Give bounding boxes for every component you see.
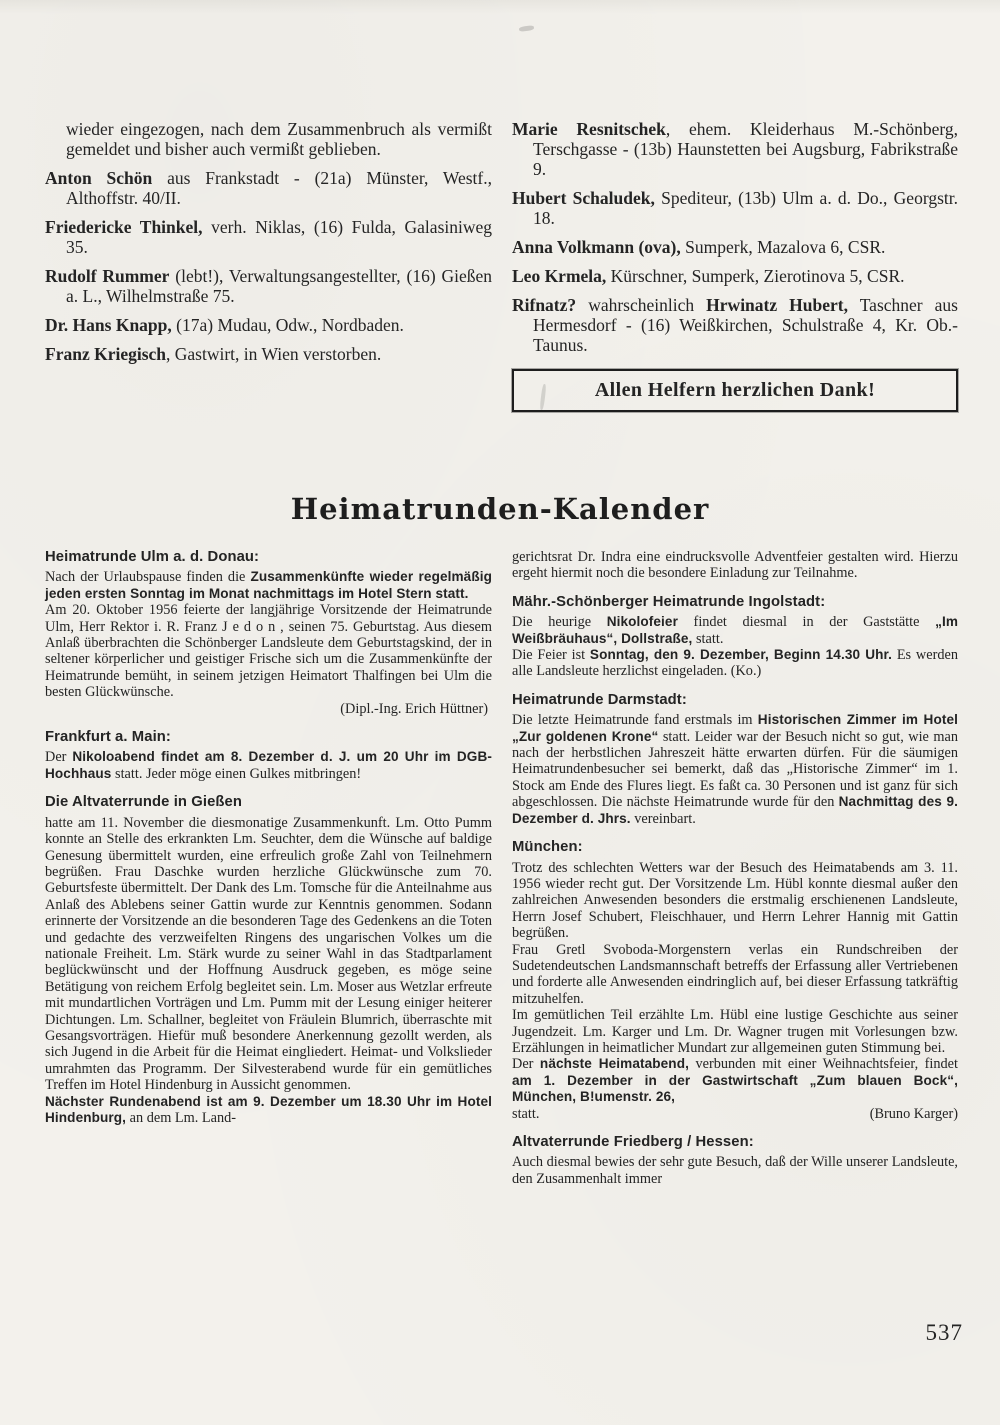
bold-run: „Im Weißbräuhaus“, Dollstraße,	[512, 614, 958, 646]
bold-run: Nikolofeier	[606, 614, 678, 630]
person-entry: Anton Schön aus Frankstadt - (21a) Münster, Westf., Althoffstr. 40/II.	[45, 168, 492, 208]
person-entry: Leo Krmela, Kürschner, Sumperk, Zierotinova 5, CSR.	[512, 266, 905, 286]
paragraph: Am 20. Oktober 1956 feierte der langjährige Vorsitzende der Heimatrunde Ulm, Herr Rektor i. R. Franz J e d o n , seinen 75. Geburtstag. Aus diesem Anlaß überbrachten die Schönberger Landsleute dem Geburtstagskind, der in seltener körperlicher und geistiger Frische sich um die Zusammenkünfte der Heimatrunde bemüht, in seinem jetzigen Heimatort Thalfingen bei Ulm die besten Glückwünsche.	[45, 602, 492, 701]
paragraph: Nächster Rundenabend ist am 9. Dezember um 18.30 Uhr im Hotel Hindenburg, an dem Lm. Land-	[45, 1093, 492, 1126]
bold-run: am 1. Dezember in der Gastwirtschaft „Zum blauen Bock“, München, B!umenstr. 26,	[512, 1072, 958, 1105]
line-left-text: statt.	[512, 1105, 540, 1122]
bold-run: Franz Kriegisch	[45, 344, 167, 364]
thanks-text: Allen Helfern herzlichen Dank!	[594, 379, 876, 401]
bold-run: Nächster Rundenabend ist am 9. Dezember um 18.30 Uhr im Hotel Hindenburg,	[45, 1093, 492, 1125]
bold-run: Friedericke Thinkel,	[45, 217, 203, 237]
paragraph: Frau Gretl Svoboda-Morgenstern verlas ein Rundschreiben der Sudetendeutschen Landsmannschaft betreffs der Erfassung aller Vertriebenen und forderte alle Anwesenden eindringlich auf, bei dieser Erfassung tatkräftig mitzuhelfen.	[512, 941, 958, 1007]
person-entry: Dr. Hans Knapp, (17a) Mudau, Odw., Nordbaden.	[45, 315, 404, 335]
bold-run: Nikoloabend findet am 8. Dezember d. J. um 20 Uhr im DGB-Hochhaus	[45, 749, 492, 781]
paragraph: hatte am 11. November die diesmonatige Zusammenkunft. Lm. Otto Pumm konnte an Stelle des erkrankten Lm. Seuchter, dem die Wünsche auf baldige Genesung übermittelt wurden, eine erfreulich große Zahl von Teilnehmern begrüßen. Frau Daschke wurden herzliche Glückwünsche zum 70. Geburtsfeste übermittelt. Der Dank des Lm. Tomsche für die Anteilnahme aus Anlaß des Ablebens seiner Gattin wurde zur Kenntnis genommen. Sodann erinnerte der Vorsitzende an die besonderen Tage des Gedenkens an die Toten und gedachte des verzweifelten Ringens des ungarischen Volkes um die nationale Freiheit. Lm. Stärk wurde zu seiner Wahl in das Stadtparlament beglückwünscht und der Hoffnung Ausdruck gegeben, es möge seine Betätigung von reichem Erfolg begleitet sein. Lm. Moser aus Wetzlar erfreute mit mundartlichen Vorträgen und Lm. Pumm mit der Lesung einiger heiterer Dichtungen. Lm. Schallner, begleitet von Fräulein Blumrich, überraschte mit Gesangsvorträgen. Hiefür muß besondere Anerkennung gezollt werden, als sich Jugend in die Arbeit für die Heimat eingliedert. Heimat- und Volkslieder umrahmten das Programm. Der Silvesterabend wurde für ein gemütliches Treffen im Hotel Hindenburg in Aussicht genommen.	[45, 814, 492, 1094]
bold-run: Nachmittag des 9. Dezember d. Jhrs.	[512, 794, 958, 826]
person-entry: Franz Kriegisch, Gastwirt, in Wien verstorben.	[45, 344, 382, 364]
bold-run: nächste Heimatabend,	[539, 1056, 689, 1072]
line-right-text: (Bruno Karger)	[869, 1105, 958, 1122]
section-heading: Altvaterrunde Friedberg / Hessen:	[512, 1134, 754, 1150]
bold-run: Zusammenkünfte wieder regelmäßig jeden ersten Sonntag im Monat nachmittags im Hotel Stern statt.	[45, 569, 492, 601]
person-entry: Anna Volkmann (ova), Sumperk, Mazalova 6, CSR.	[512, 237, 886, 257]
bold-run: Anna Volkmann (ova),	[512, 237, 681, 257]
bold-run: Anton Schön	[45, 168, 153, 188]
section-heading: Frankfurt a. Main:	[45, 729, 171, 746]
paragraph: Auch diesmal bewies der sehr gute Besuch, daß der Wille unserer Landsleute, den Zusammenhalt immer	[512, 1154, 958, 1187]
paragraph: Im gemütlichen Teil erzählte Lm. Hübl eine lustige Geschichte aus seiner Jugendzeit. Lm. Karger und Lm. Dr. Wagner trugen mit Vorlesungen bzw. Erzählungen in heimatlicher Mundart zur allgemeinen guten Stimmung bei.	[512, 1007, 958, 1056]
paragraph: Die letzte Heimatrunde fand erstmals im Historischen Zimmer im Hotel „Zur goldenen Krone“ statt. Leider war der Besuch nicht so gut, wie man nach der herbstlichen Jahreszeit hätte erwarten dürfen. Für die säumigen Heimatrundenbesucher sei bemerkt, daß das „Historische Zimmer“ im 1. Stock am Ende des Flures liegt. Es faßt ca. 30 Personen und ist ganz für sich abgeschlossen. Die nächste Heimatrunde wurde für den Nachmittag des 9. Dezember d. Jhrs. vereinbart.	[512, 712, 958, 827]
paragraph: Die Feier ist Sonntag, den 9. Dezember, Beginn 14.30 Uhr. Es werden alle Landsleute herzlichst eingeladen. (Ko.)	[512, 647, 958, 680]
bold-run: Rudolf Rummer	[45, 266, 170, 286]
paragraph: Trotz des schlechten Wetters war der Besuch des Heimatabends am 3. 11. 1956 wieder recht gut. Der Vorsitzende Lm. Hübl konnte diesmal außer den zahlreichen Anwesenden besonders die erstmalig erschienenen Landsleute, Herrn Josef Schubert, Fleischhauer, und Herrn Lehrer Hannig mit Gattin begrüßen.	[512, 859, 958, 942]
section-heading: Heimatrunde Darmstadt:	[512, 691, 687, 708]
bold-run: Hubert Schaludek,	[512, 188, 655, 208]
kalender-left-column	[45, 549, 492, 1126]
bold-run: Leo Krmela,	[512, 266, 607, 286]
paragraph-end-line	[512, 1106, 958, 1122]
paragraph: gerichtsrat Dr. Indra eine eindrucksvolle Adventfeier gestalten wird. Hierzu ergeht hiermit noch die besondere Einladung zur Teilnahme.	[512, 549, 958, 582]
bold-run: Dr. Hans Knapp,	[45, 315, 172, 335]
section-heading: Heimatrunde Ulm a. d. Donau:	[45, 549, 260, 565]
paragraph: Die heurige Nikolofeier findet diesmal in der Gaststätte „Im Weißbräuhaus“, Dollstraße, statt.	[512, 614, 958, 647]
paragraph: Der Nikoloabend findet am 8. Dezember d. J. um 20 Uhr im DGB-Hochhaus statt. Jeder möge einen Gulkes mitbringen!	[45, 749, 492, 782]
entry-list	[512, 119, 958, 355]
bold-run: Hrwinatz Hubert,	[706, 295, 848, 315]
thanks-box	[512, 369, 958, 412]
kalender-title: Heimatrunden-Kalender	[290, 492, 710, 526]
missing-persons-left-column	[45, 119, 492, 373]
bold-run: Marie Resnitschek	[512, 119, 666, 139]
person-entry: Rifnatz? wahrscheinlich Hrwinatz Hubert, Taschner aus Hermesdorf - (16) Weißkirchen, Schulstraße 4, Kr. Ob.-Taunus.	[512, 295, 958, 355]
person-entry: Rudolf Rummer (lebt!), Verwaltungsangestellter, (16) Gießen a. L., Wilhelmstraße 75.	[45, 266, 492, 306]
missing-persons-right-column	[512, 119, 958, 412]
bold-run: Historischen Zimmer im Hotel „Zur goldenen Krone“	[512, 712, 958, 744]
bold-run: Rifnatz?	[512, 295, 577, 315]
section-heading: München:	[512, 839, 583, 856]
person-entry: Friedericke Thinkel, verh. Niklas, (16) Fulda, Galasiniweg 35.	[45, 217, 493, 257]
kalender-right-column	[512, 549, 958, 1187]
page-number: 537	[925, 1320, 963, 1345]
paragraph: Der nächste Heimatabend, verbunden mit einer Weihnachtsfeier, findet am 1. Dezember in der Gastwirtschaft „Zum blauen Bock“, München, B!umenstr. 26,	[512, 1056, 959, 1105]
signature-line: (Dipl.-Ing. Erich Hüttner)	[340, 700, 488, 717]
scan-artifact	[519, 25, 535, 32]
paragraph: Nach der Urlaubspause finden die Zusammenkünfte wieder regelmäßig jeden ersten Sonntag im Monat nachmittags im Hotel Stern statt.	[45, 569, 492, 601]
section-heading: Die Altvaterrunde in Gießen	[45, 794, 243, 811]
bold-run: Sonntag, den 9. Dezember, Beginn 14.30 Uhr.	[589, 647, 893, 663]
person-entry: Marie Resnitschek, ehem. Kleiderhaus M.-Schönberg, Terschgasse - (13b) Haunstetten bei Augsburg, Fabrikstraße 9.	[512, 119, 958, 179]
section-heading: Mähr.-Schönberger Heimatrunde Ingolstadt:	[512, 593, 826, 610]
person-entry: wieder eingezogen, nach dem Zusammenbruch als vermißt gemeldet und bisher auch vermißt geblieben.	[66, 119, 492, 159]
person-entry: Hubert Schaludek, Spediteur, (13b) Ulm a. d. Do., Georgstr. 18.	[512, 188, 958, 228]
